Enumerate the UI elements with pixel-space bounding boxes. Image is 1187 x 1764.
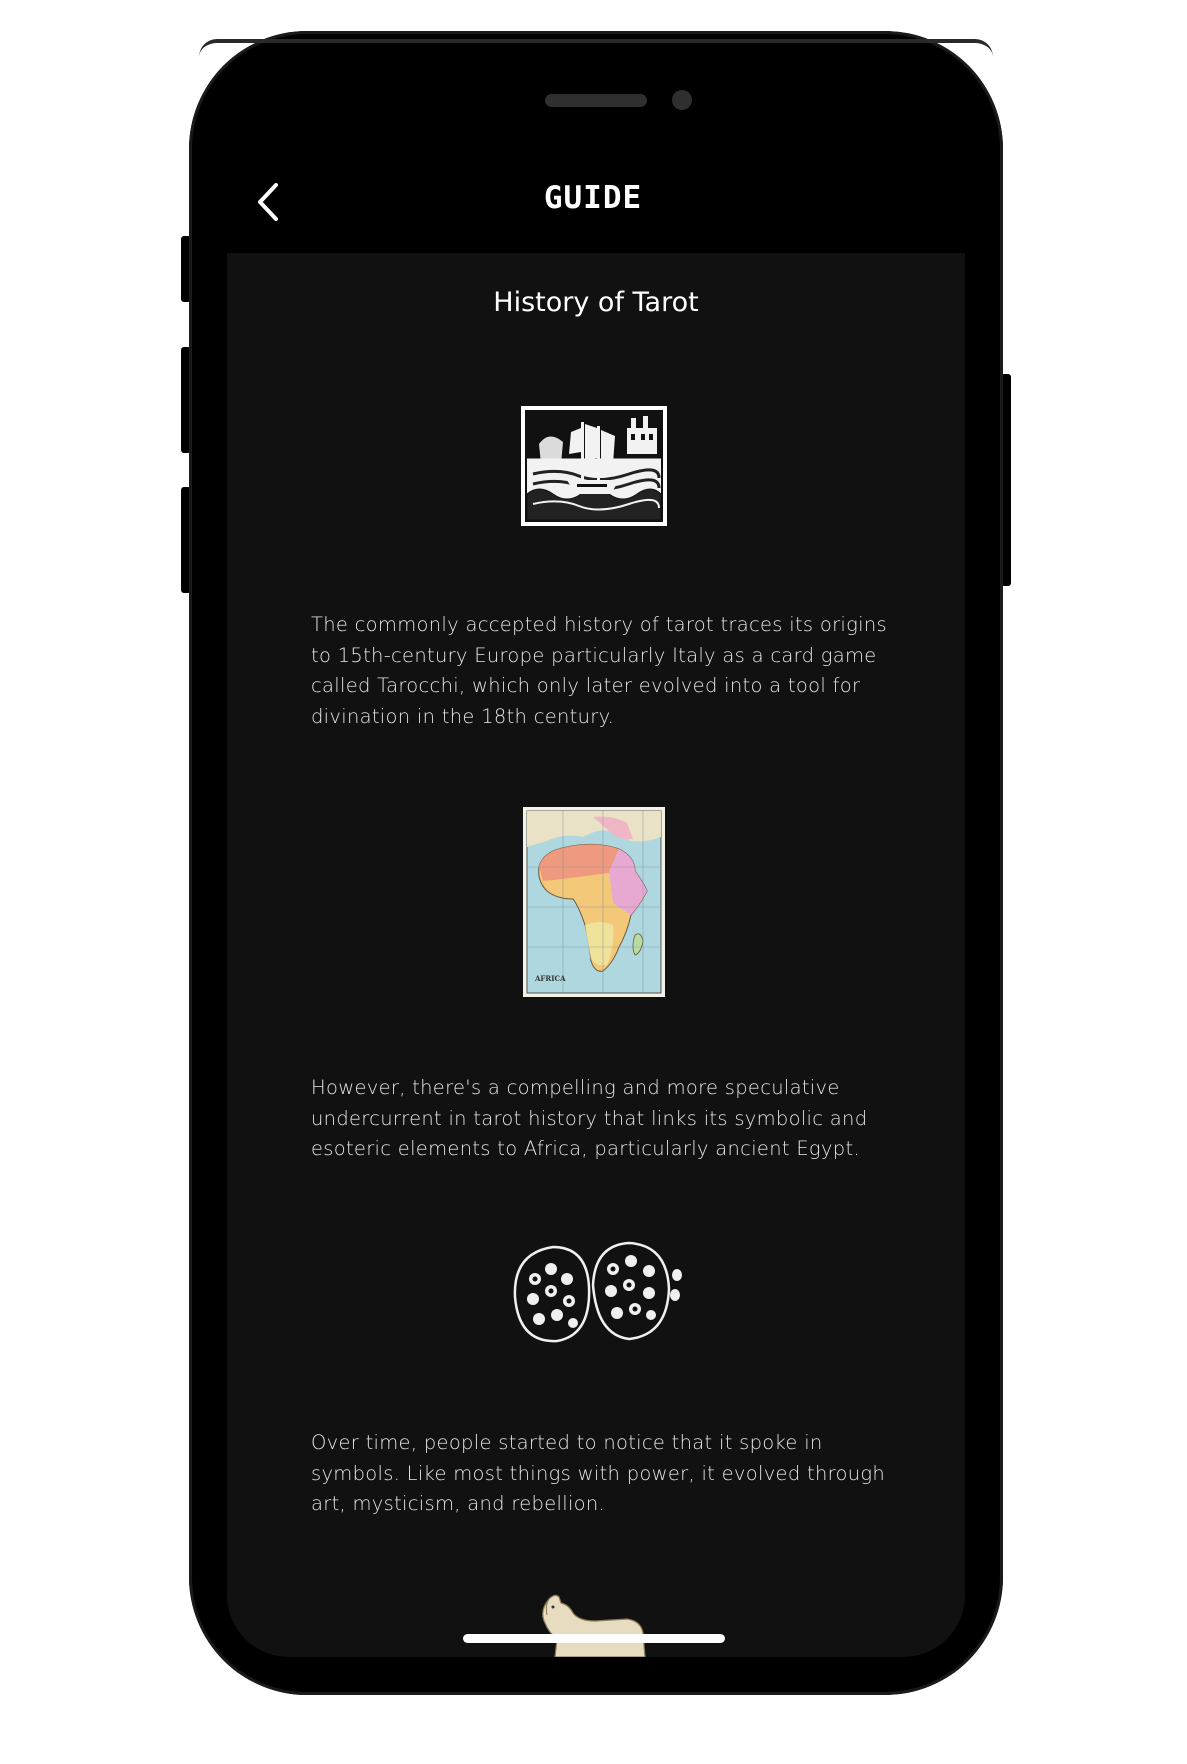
back-button[interactable] (248, 178, 288, 226)
front-camera (672, 90, 692, 110)
pomegranate-engraving-illustration (505, 1239, 687, 1351)
home-indicator[interactable] (463, 1634, 725, 1643)
chevron-left-icon (255, 182, 281, 222)
horse-illustration (535, 1589, 655, 1657)
guide-content[interactable] (227, 253, 965, 1657)
ship-woodcut-illustration (519, 404, 669, 528)
nav-title: GUIDE (543, 180, 643, 216)
earpiece-speaker (545, 94, 647, 107)
section-text-symbols: Over time, people started to notice that it spoke in symbols. Like most things with power, it evolved through art, mysticism, and rebellion. (311, 1431, 886, 1515)
page-title: History of Tarot (493, 287, 699, 318)
map-label: AFRICA (535, 974, 566, 983)
section-text-origins: The commonly accepted history of tarot traces its origins to 15th-century Europe particularly Italy as a card game called Tarocchi, which only later evolved into a tool for divination in the 18th century. (311, 613, 887, 728)
section-text-africa: However, there's a compelling and more speculative undercurrent in tarot history that links its symbolic and esoteric elements to Africa, particularly ancient Egypt. (311, 1076, 868, 1160)
africa-map-illustration (523, 807, 665, 997)
